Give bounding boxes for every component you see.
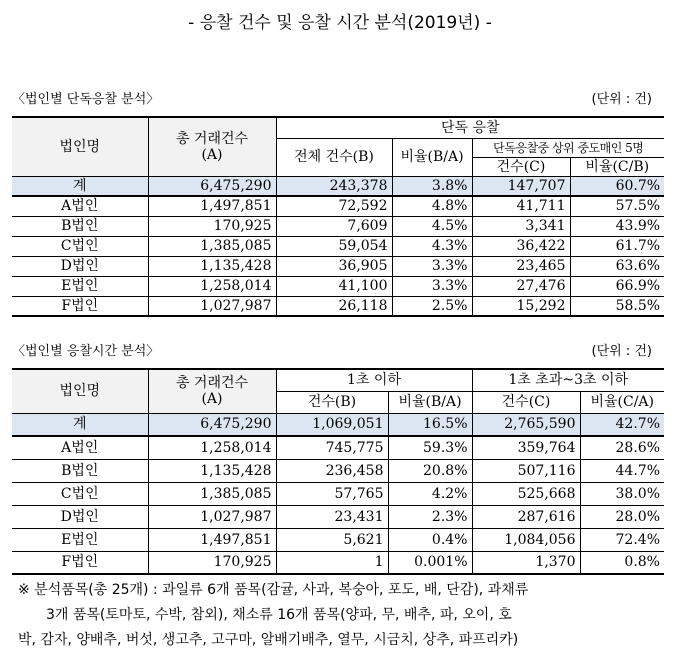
cell-b: 26,118 [276,296,392,316]
cell-ca: 44.7% [580,459,664,482]
table-row [12,296,664,316]
cell-name: B법인 [12,216,148,236]
cell-ba: 2.3% [388,505,472,528]
section2-heading: 〈법인별 응찰시간 분석〉 [12,344,160,359]
cell-ca: 72.4% [580,528,664,551]
cell-ba: 59.3% [388,436,472,459]
section2-unit: (단위 : 건) [591,344,652,359]
header-total-line1: 총 거래건수 [175,375,249,392]
cell-total: 1,027,987 [148,296,276,316]
bid-time-table [12,368,664,575]
cell-name: E법인 [12,528,148,551]
note-line-1: ※ 분석품목(총 25개) : 과일류 6개 품목(감귤, 사과, 복숭아, 포도, 배, 단감), 과채류 [18,582,529,598]
cell-name: B법인 [12,459,148,482]
cell-b: 41,100 [276,276,392,296]
cell-cb: 60.7% [570,176,664,196]
cell-cb: 63.6% [570,256,664,276]
cell-ba: 4.2% [388,482,472,505]
header-total-line1: 총 거래건수 [175,130,249,147]
cell-name: A법인 [12,436,148,459]
cell-cb: 66.9% [570,276,664,296]
cell-total: 170,925 [148,216,276,236]
cell-c: 2,765,590 [472,413,580,436]
cell-name: E법인 [12,276,148,296]
table-row [12,528,664,551]
header-total [148,369,276,413]
header-corp: 법인명 [12,369,148,413]
cell-total: 1,027,987 [148,505,276,528]
cell-total: 6,475,290 [148,413,276,436]
cell-c: 147,707 [472,176,570,196]
total-row [12,176,664,196]
table-row [12,256,664,276]
table-row [12,505,664,528]
cell-c: 507,116 [472,459,580,482]
header-ratio-ba: 비율(B/A) [388,391,472,413]
cell-name: 계 [12,176,148,196]
cell-ba: 2.5% [392,296,472,316]
cell-name: D법인 [12,505,148,528]
cell-ba: 4.3% [392,236,472,256]
header-count-b: 건수(B) [276,391,388,413]
cell-b: 72,592 [276,196,392,216]
header-total-line2: (A) [201,391,223,408]
section1-heading: 〈법인별 단독응찰 분석〉 [12,92,160,107]
header-corp: 법인명 [12,117,148,176]
sole-bid-table [12,116,664,317]
cell-ca: 38.0% [580,482,664,505]
cell-b: 236,458 [276,459,388,482]
table-row [12,236,664,256]
cell-ca: 28.0% [580,505,664,528]
cell-c: 525,668 [472,482,580,505]
cell-b: 23,431 [276,505,388,528]
header-total [148,117,276,176]
section1-header [12,88,652,107]
cell-c: 359,764 [472,436,580,459]
cell-ba: 16.5% [388,413,472,436]
header-ratio-cb: 비율(C/B) [570,157,664,176]
cell-total: 1,258,014 [148,276,276,296]
cell-ca: 28.6% [580,436,664,459]
cell-c: 287,616 [472,505,580,528]
cell-total: 6,475,290 [148,176,276,196]
cell-total: 1,497,851 [148,196,276,216]
cell-cb: 58.5% [570,296,664,316]
header-ratio-ca: 비율(C/A) [580,391,664,413]
header-ratio-ba: 비율(B/A) [392,138,472,176]
cell-total: 1,135,428 [148,459,276,482]
cell-b: 745,775 [276,436,388,459]
cell-c: 1,370 [472,551,580,574]
cell-c: 23,465 [472,256,570,276]
total-row [12,413,664,436]
table-row [12,482,664,505]
note-line-2: 3개 품목(토마토, 수박, 참외), 채소류 16개 품목(양파, 무, 배추, 파, 오이, 호 [46,607,512,623]
table-row [12,276,664,296]
note-line-3: 박, 감자, 양배추, 버섯, 생고추, 고구마, 알배기배추, 열무, 시금치, 상추, 파프리카) [18,632,519,648]
cell-c: 15,292 [472,296,570,316]
cell-ba: 3.3% [392,256,472,276]
header-count-c: 건수(C) [472,157,570,176]
section1-unit: (단위 : 건) [591,92,652,107]
cell-total: 1,385,085 [148,236,276,256]
cell-c: 27,476 [472,276,570,296]
header-count-c: 건수(C) [472,391,580,413]
cell-b: 36,905 [276,256,392,276]
cell-total: 1,497,851 [148,528,276,551]
cell-name: F법인 [12,551,148,574]
cell-b: 7,609 [276,216,392,236]
header-total-line2: (A) [201,146,223,163]
cell-ba: 20.8% [388,459,472,482]
cell-b: 57,765 [276,482,388,505]
cell-b: 5,621 [276,528,388,551]
cell-total: 1,258,014 [148,436,276,459]
cell-total: 1,385,085 [148,482,276,505]
cell-name: C법인 [12,482,148,505]
cell-cb: 61.7% [570,236,664,256]
table-row [12,196,664,216]
header-1s-to-3s: 1초 초과~3초 이하 [472,369,664,391]
cell-b: 1,069,051 [276,413,388,436]
cell-b: 1 [276,551,388,574]
table-row [12,216,664,236]
analysis-note [18,578,670,653]
cell-name: D법인 [12,256,148,276]
cell-total: 170,925 [148,551,276,574]
header-top5-group: 단독응찰중 상위 중도매인 5명 [472,138,664,157]
section2-header [12,340,652,359]
cell-name: 계 [12,413,148,436]
cell-c: 41,711 [472,196,570,216]
cell-name: C법인 [12,236,148,256]
cell-cb: 43.9% [570,216,664,236]
table-row [12,436,664,459]
cell-ba: 4.8% [392,196,472,216]
cell-b: 243,378 [276,176,392,196]
header-sole-group: 단독 응찰 [276,117,664,138]
header-under-1s: 1초 이하 [276,369,472,391]
cell-ba: 0.001% [388,551,472,574]
cell-ba: 3.3% [392,276,472,296]
cell-c: 36,422 [472,236,570,256]
cell-ba: 3.8% [392,176,472,196]
cell-name: A법인 [12,196,148,216]
cell-ca: 42.7% [580,413,664,436]
cell-c: 3,341 [472,216,570,236]
cell-ba: 4.5% [392,216,472,236]
cell-ca: 0.8% [580,551,664,574]
header-all-count: 전체 건수(B) [276,138,392,176]
cell-ba: 0.4% [388,528,472,551]
cell-b: 59,054 [276,236,392,256]
cell-total: 1,135,428 [148,256,276,276]
cell-cb: 57.5% [570,196,664,216]
table-row [12,551,664,574]
table-row [12,459,664,482]
page-title: - 응찰 건수 및 응찰 시간 분석(2019년) - [188,13,492,33]
cell-name: F법인 [12,296,148,316]
cell-c: 1,084,056 [472,528,580,551]
